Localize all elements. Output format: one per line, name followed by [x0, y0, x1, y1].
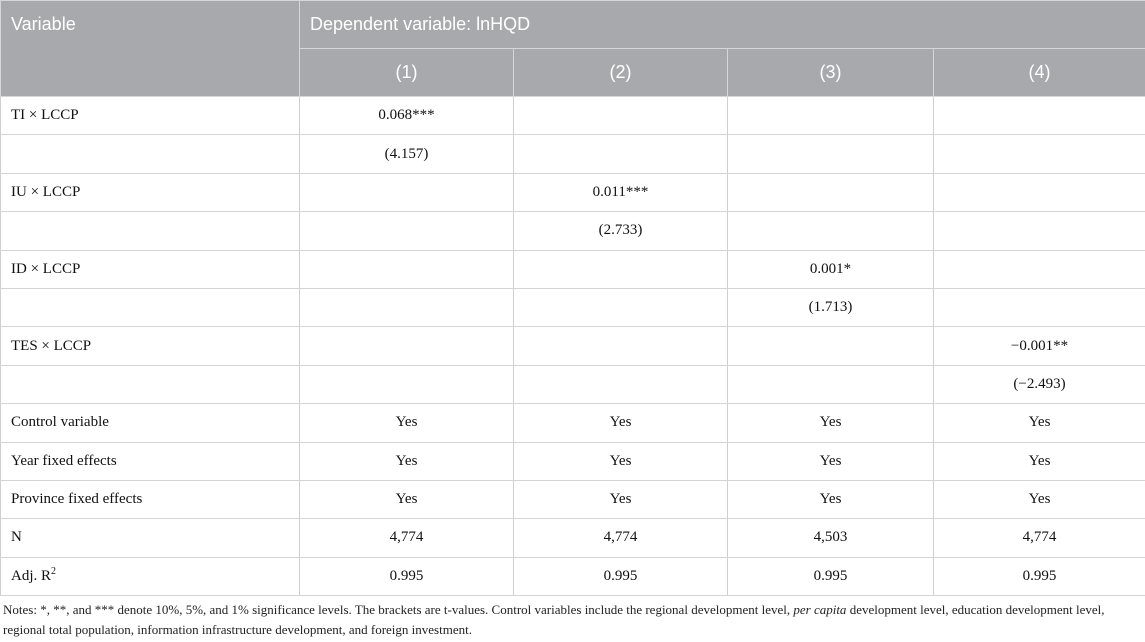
table-cell: (2.733) [514, 212, 728, 250]
table-cell [728, 135, 934, 173]
row-label: Province fixed effects [1, 480, 300, 518]
table-notes [0, 600, 1143, 640]
table-cell: 0.011*** [514, 173, 728, 211]
row-label: ID × LCCP [1, 250, 300, 288]
table-row [1, 442, 1145, 480]
table-cell: (4.157) [300, 135, 514, 173]
table-cell [300, 327, 514, 365]
superscript: 2 [51, 565, 57, 577]
notes-text: Notes: *, **, and *** denote 10%, 5%, and 1% significance levels. The brackets are t-values. Control variables include the regional development level, [3, 602, 794, 617]
table-cell: Yes [514, 442, 728, 480]
table-cell [514, 327, 728, 365]
table-cell: 4,774 [934, 519, 1145, 557]
table-cell: −0.001** [934, 327, 1145, 365]
table-cell: Yes [300, 404, 514, 442]
table-cell: 0.995 [514, 557, 728, 595]
table-cell: 4,503 [728, 519, 934, 557]
table-row [1, 365, 1145, 403]
row-label: Control variable [1, 404, 300, 442]
table-cell: 0.068*** [300, 97, 514, 135]
table-cell [514, 135, 728, 173]
table-cell: 4,774 [514, 519, 728, 557]
table-row [1, 250, 1145, 288]
table-cell [514, 97, 728, 135]
table-cell: Yes [300, 480, 514, 518]
row-label [1, 557, 300, 595]
row-label: N [1, 519, 300, 557]
row-label: TI × LCCP [1, 97, 300, 135]
table-cell: Yes [728, 480, 934, 518]
table-cell: Yes [728, 442, 934, 480]
table-row [1, 97, 1145, 135]
row-label-text: Adj. R [11, 567, 52, 584]
table-cell: 0.001* [728, 250, 934, 288]
table-cell [934, 135, 1145, 173]
table-cell [514, 288, 728, 326]
table-row [1, 212, 1145, 250]
table-row [1, 173, 1145, 211]
table-cell: Yes [514, 404, 728, 442]
table-cell [300, 173, 514, 211]
table-cell: Yes [934, 404, 1145, 442]
table-cell [934, 250, 1145, 288]
column-header: (1) [300, 49, 514, 97]
column-header: (3) [728, 49, 934, 97]
table-row [1, 557, 1145, 595]
table-row [1, 327, 1145, 365]
table-cell: Yes [934, 480, 1145, 518]
table-cell [300, 365, 514, 403]
table-cell [934, 173, 1145, 211]
table-row [1, 288, 1145, 326]
table-cell: 0.995 [728, 557, 934, 595]
table-cell: 0.995 [934, 557, 1145, 595]
table-cell: 4,774 [300, 519, 514, 557]
row-label [1, 288, 300, 326]
column-header: (2) [514, 49, 728, 97]
header-row-top [1, 1, 1145, 49]
table-row [1, 480, 1145, 518]
row-label: Year fixed effects [1, 442, 300, 480]
row-label [1, 135, 300, 173]
table-cell [300, 212, 514, 250]
table-cell [300, 288, 514, 326]
table-cell [934, 212, 1145, 250]
table-cell [300, 250, 514, 288]
row-label [1, 212, 300, 250]
dependent-variable-header: Dependent variable: lnHQD [300, 1, 1145, 49]
table-row [1, 404, 1145, 442]
notes-text-end: development level, education development level, regional total population, information infrastructure development, and foreign investment. [3, 602, 1105, 637]
table-cell [514, 365, 728, 403]
table-row [1, 519, 1145, 557]
row-label [1, 365, 300, 403]
table-cell [934, 288, 1145, 326]
table-cell [934, 97, 1145, 135]
row-label: IU × LCCP [1, 173, 300, 211]
table-cell: (−2.493) [934, 365, 1145, 403]
table-cell [728, 365, 934, 403]
table-row [1, 135, 1145, 173]
table-cell: Yes [728, 404, 934, 442]
table-cell: Yes [300, 442, 514, 480]
column-header: (4) [934, 49, 1145, 97]
table-cell: 0.995 [300, 557, 514, 595]
notes-italic: per capita [793, 602, 847, 617]
table-cell: Yes [934, 442, 1145, 480]
table-cell: (1.713) [728, 288, 934, 326]
row-label: TES × LCCP [1, 327, 300, 365]
variable-header: Variable [1, 1, 300, 97]
table-cell [728, 173, 934, 211]
table-cell [728, 327, 934, 365]
table-cell [728, 212, 934, 250]
table-cell: Yes [514, 480, 728, 518]
table-cell [514, 250, 728, 288]
table-cell [728, 97, 934, 135]
